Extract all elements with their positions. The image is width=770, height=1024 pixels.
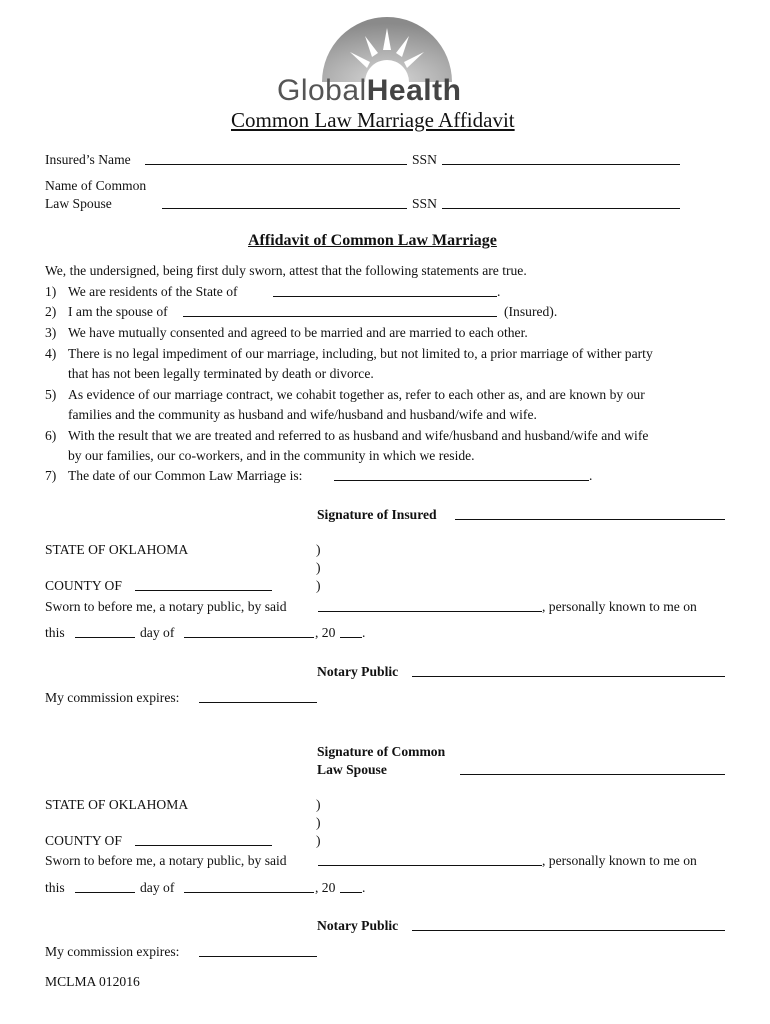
item-2-text: I am the spouse of [68,304,168,319]
sworn-by-field[interactable] [318,599,542,612]
commission-label: My commission expires: [45,944,180,959]
paren: ) [316,815,321,830]
period: . [362,625,366,640]
item-7-text: The date of our Common Law Marriage is: [68,468,303,483]
notary-public-label: Notary Public [317,918,399,933]
insured-signature-label: Signature of Insured [317,507,437,522]
year-field[interactable] [340,625,362,638]
this-label: this [45,880,65,895]
item-6-line-2: by our families, our co-workers, and in the community in which we reside. [68,448,475,463]
marriage-date-field[interactable] [334,468,589,481]
day-field[interactable] [75,880,135,893]
county-label: COUNTY OF [45,578,122,593]
paren: ) [316,578,321,593]
insured-name-label: Insured’s Name [45,152,131,167]
item-7-end: . [589,468,593,483]
state-of-residence-field[interactable] [273,284,497,297]
spouse-of-field[interactable] [183,304,497,317]
state-label: STATE OF OKLAHOMA [45,542,189,557]
day-field[interactable] [75,625,135,638]
form-code: MCLMA 012016 [45,974,140,989]
intro-statement: We, the undersigned, being first duly sworn, attest that the following statements are true. [45,263,527,278]
spouse-signature-label-1: Signature of Common [317,744,446,759]
logo-part-global: Global [277,74,367,107]
spouse-signature-label-2: Law Spouse [317,762,387,777]
notary-signature-field[interactable] [412,664,725,677]
day-of-label: day of [140,880,175,895]
item-4-line-1: There is no legal impediment of our marriage, including, but not limited to, a prior marriage of wither party [68,346,653,361]
spouse-name-label-2: Law Spouse [45,196,112,211]
spouse-signature-field[interactable] [460,762,725,775]
insured-ssn-label: SSN [412,152,437,167]
item-3-text: We have mutually consented and agreed to be married and are married to each other. [68,325,528,340]
item-5-line-1: As evidence of our marriage contract, we cohabit together as, refer to each other as, and are known by our [68,387,645,402]
day-of-label: day of [140,625,175,640]
county-field[interactable] [135,578,272,591]
year-field[interactable] [340,880,362,893]
item-number: 4) [45,346,57,361]
item-number: 5) [45,387,57,402]
paren: ) [316,560,321,575]
commission-expires-field[interactable] [199,690,317,703]
item-5-line-2: families and the community as husband and wife/husband and husband/wife and wife. [68,407,537,422]
insured-signature-field[interactable] [455,507,725,520]
spouse-name-label-1: Name of Common [45,178,147,193]
year-label: , 20 [315,625,336,640]
item-number: 6) [45,428,57,443]
logo-wordmark [277,74,461,108]
this-label: this [45,625,65,640]
month-field[interactable] [184,625,314,638]
sworn-text: Sworn to before me, a notary public, by said [45,853,287,868]
item-number: 3) [45,325,57,340]
item-1-end: . [497,284,501,299]
item-6-line-1: With the result that we are treated and referred to as husband and wife/husband and husband/wife and wife [68,428,649,443]
sworn-text-end: , personally known to me on [542,853,697,868]
county-label: COUNTY OF [45,833,122,848]
item-number: 1) [45,284,57,299]
item-4-line-2: that has not been legally terminated by death or divorce. [68,366,374,381]
year-label: , 20 [315,880,336,895]
commission-label: My commission expires: [45,690,180,705]
item-number: 2) [45,304,57,319]
sworn-text-end: , personally known to me on [542,599,697,614]
item-number: 7) [45,468,57,483]
paren: ) [316,542,321,557]
item-2-end: (Insured). [504,304,558,319]
state-label: STATE OF OKLAHOMA [45,797,189,812]
notary-signature-field[interactable] [412,918,725,931]
logo-part-health: Health [366,74,462,107]
spouse-ssn-label: SSN [412,196,437,211]
month-field[interactable] [184,880,314,893]
section-heading: Affidavit of Common Law Marriage [248,232,497,249]
paren: ) [316,833,321,848]
item-1-text: We are residents of the State of [68,284,238,299]
paren: ) [316,797,321,812]
sworn-by-field[interactable] [318,853,542,866]
insured-ssn-field[interactable] [442,152,680,165]
spouse-name-field[interactable] [162,196,407,209]
spouse-ssn-field[interactable] [442,196,680,209]
sworn-text: Sworn to before me, a notary public, by said [45,599,287,614]
page-title: Common Law Marriage Affidavit [231,108,515,132]
county-field[interactable] [135,833,272,846]
commission-expires-field[interactable] [199,944,317,957]
insured-name-field[interactable] [145,152,407,165]
notary-public-label: Notary Public [317,664,399,679]
period: . [362,880,366,895]
